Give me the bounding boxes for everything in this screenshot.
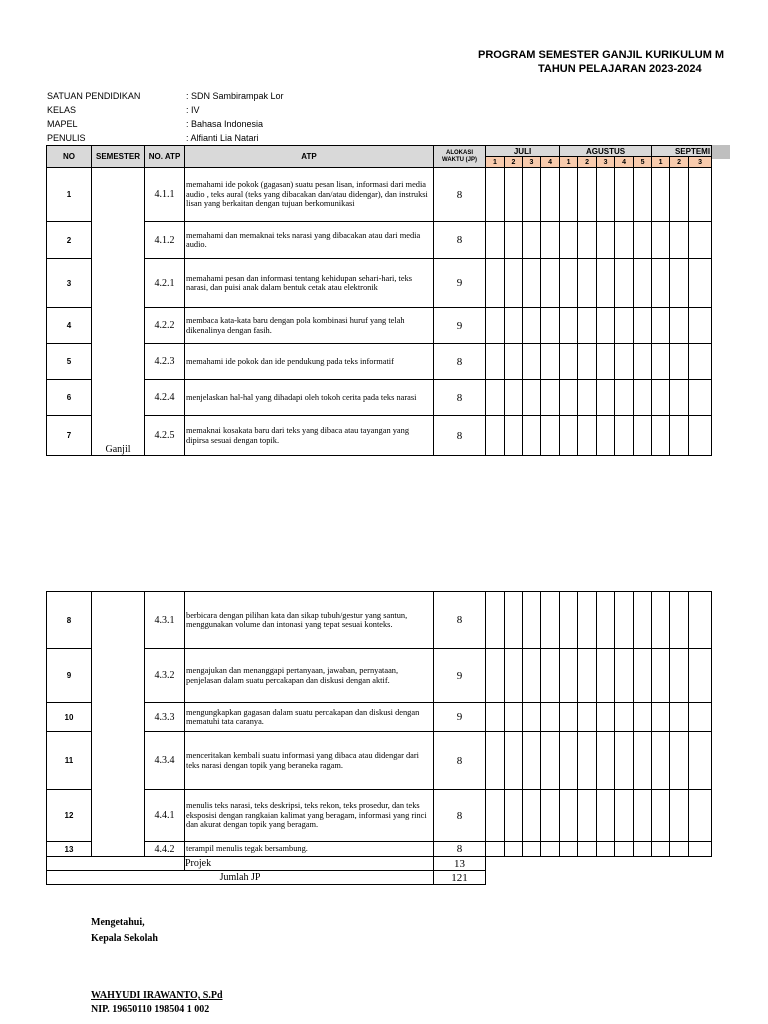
week-cell[interactable] [597, 380, 615, 416]
week-cell[interactable] [634, 842, 652, 857]
week-cell[interactable] [597, 168, 615, 222]
atp-description: memahami dan memaknai teks narasi yang dibacakan atau dari media audio. [185, 222, 434, 259]
week-cell[interactable] [560, 703, 578, 732]
week-cell[interactable] [689, 703, 712, 732]
table-row [47, 344, 712, 380]
week-cell[interactable] [541, 308, 560, 344]
week-cell[interactable] [578, 259, 597, 308]
week-cell[interactable] [523, 790, 541, 842]
row-number: 4 [47, 308, 92, 344]
projek-weeks [486, 857, 712, 871]
week-cell[interactable] [652, 649, 670, 703]
row-number: 11 [47, 732, 92, 790]
week-cell[interactable] [652, 416, 670, 456]
week-cell[interactable] [652, 842, 670, 857]
table1-body [47, 168, 712, 456]
table-row [47, 790, 712, 842]
week-cell[interactable] [615, 416, 634, 456]
week-cell[interactable] [597, 222, 615, 259]
atp-description: memahami pesan dan informasi tentang kehidupan sehari-hari, teks narasi, dan puisi anak dalam bentuk cetak atau elektronik [185, 259, 434, 308]
week-cell[interactable] [652, 732, 670, 790]
week-cell[interactable] [560, 592, 578, 649]
jp-allocation: 8 [434, 842, 486, 857]
week-cell[interactable] [652, 344, 670, 380]
row-number: 10 [47, 703, 92, 732]
week-cell[interactable] [578, 222, 597, 259]
week-cell[interactable] [505, 592, 523, 649]
jp-allocation: 9 [434, 259, 486, 308]
atp-number: 4.2.1 [145, 259, 185, 308]
jp-allocation: 8 [434, 416, 486, 456]
week-cell[interactable] [670, 842, 689, 857]
jp-allocation: 8 [434, 790, 486, 842]
header-overflow-fill [710, 145, 730, 159]
projek-row [47, 857, 712, 871]
week-cell[interactable] [652, 703, 670, 732]
week-cell[interactable] [689, 649, 712, 703]
meta-label-satuan: SATUAN PENDIDIKAN [47, 91, 141, 101]
week-cell[interactable] [670, 308, 689, 344]
week-cell[interactable] [560, 259, 578, 308]
week-cell[interactable] [541, 790, 560, 842]
week-cell[interactable] [634, 308, 652, 344]
week-cell[interactable] [634, 790, 652, 842]
week-cell[interactable] [652, 168, 670, 222]
week-cell[interactable] [505, 416, 523, 456]
week-cell[interactable] [486, 308, 505, 344]
jp-allocation: 8 [434, 168, 486, 222]
jp-allocation: 8 [434, 222, 486, 259]
week-cell: 2 [505, 157, 523, 168]
week-cell[interactable] [634, 703, 652, 732]
total-jp: 121 [434, 871, 486, 885]
alokasi-line2: WAKTU (JP) [442, 156, 477, 163]
row-number: 9 [47, 649, 92, 703]
week-cell[interactable] [652, 308, 670, 344]
jp-allocation: 8 [434, 380, 486, 416]
week-cell[interactable] [634, 649, 652, 703]
week-cell[interactable] [597, 703, 615, 732]
document-title: PROGRAM SEMESTER GANJIL KURIKULUM M [478, 49, 725, 61]
week-cell[interactable] [689, 732, 712, 790]
row-number: 7 [47, 416, 92, 456]
week-cell: 4 [615, 157, 634, 168]
week-cell[interactable] [578, 649, 597, 703]
week-cell[interactable] [541, 732, 560, 790]
atp-description: berbicara dengan pilihan kata dan sikap tubuh/gestur yang santun, menggunakan volume dan intonasi yang tepat sesuai konteks. [185, 592, 434, 649]
week-cell: 3 [689, 157, 712, 168]
atp-number: 4.4.2 [145, 842, 185, 857]
row-number: 13 [47, 842, 92, 857]
week-cell[interactable] [505, 308, 523, 344]
week-cell[interactable] [597, 732, 615, 790]
week-cell[interactable] [670, 259, 689, 308]
signature-acknowledged: Mengetahui, [91, 917, 145, 928]
row-number: 1 [47, 168, 92, 222]
week-cell[interactable] [615, 842, 634, 857]
week-cell[interactable] [689, 842, 712, 857]
meta-label-kelas: KELAS [47, 105, 77, 115]
week-cell[interactable] [560, 649, 578, 703]
projek-label: Projek [185, 857, 434, 871]
week-cell[interactable] [615, 168, 634, 222]
col-header-alokasi [434, 146, 486, 168]
week-cell[interactable] [505, 842, 523, 857]
week-cell[interactable] [486, 592, 505, 649]
semester-cell [92, 592, 145, 857]
meta-value-satuan: : SDN Sambirampak Lor [186, 91, 284, 101]
week-cell[interactable] [634, 222, 652, 259]
jp-allocation: 9 [434, 649, 486, 703]
week-cell[interactable] [523, 259, 541, 308]
week-cell[interactable] [670, 344, 689, 380]
week-cell[interactable] [486, 842, 505, 857]
week-cell[interactable] [652, 592, 670, 649]
week-cell[interactable] [505, 380, 523, 416]
week-cell[interactable] [670, 416, 689, 456]
week-cell[interactable] [505, 790, 523, 842]
meta-block [0, 91, 768, 147]
week-cell[interactable] [634, 732, 652, 790]
total-row [47, 871, 712, 885]
school-year: TAHUN PELAJARAN 2023-2024 [538, 63, 702, 75]
week-cell: 3 [523, 157, 541, 168]
week-cell[interactable] [486, 344, 505, 380]
atp-number: 4.4.1 [145, 790, 185, 842]
week-cell[interactable] [689, 416, 712, 456]
week-cell: 1 [486, 157, 505, 168]
atp-number: 4.2.5 [145, 416, 185, 456]
week-cell[interactable] [523, 592, 541, 649]
week-cell[interactable] [670, 732, 689, 790]
week-cell[interactable] [560, 380, 578, 416]
week-cell[interactable] [486, 380, 505, 416]
week-cell[interactable] [560, 842, 578, 857]
week-cell[interactable] [670, 790, 689, 842]
week-cell[interactable] [578, 842, 597, 857]
atp-description: membaca kata-kata baru dengan pola kombinasi huruf yang telah dikenalinya dengan fasih. [185, 308, 434, 344]
projek-blank [47, 857, 185, 871]
atp-description: mengajukan dan menanggapi pertanyaan, jawaban, pernyataan, penjelasan dalam suatu percakapan dan diskusi dengan aktif. [185, 649, 434, 703]
atp-number: 4.3.3 [145, 703, 185, 732]
week-cell[interactable] [560, 168, 578, 222]
week-cell[interactable] [560, 222, 578, 259]
week-cell[interactable] [523, 842, 541, 857]
week-cell: 1 [560, 157, 578, 168]
week-cell[interactable] [541, 259, 560, 308]
week-cell[interactable] [541, 592, 560, 649]
projek-jp: 13 [434, 857, 486, 871]
table-row [47, 168, 712, 222]
week-cell[interactable] [689, 222, 712, 259]
week-cell[interactable] [523, 416, 541, 456]
week-cell[interactable] [597, 344, 615, 380]
week-cell[interactable] [615, 732, 634, 790]
week-cell[interactable] [523, 380, 541, 416]
week-cell: 2 [670, 157, 689, 168]
table-row [47, 649, 712, 703]
week-cell[interactable] [578, 168, 597, 222]
table-row [47, 380, 712, 416]
week-cell[interactable] [634, 168, 652, 222]
semester-cell: Ganjil [92, 168, 145, 456]
table2-body [47, 592, 712, 885]
week-cell[interactable] [541, 649, 560, 703]
week-cell: 5 [634, 157, 652, 168]
week-cell[interactable] [615, 380, 634, 416]
month-header-juli: JULI [486, 146, 560, 157]
week-cell[interactable] [505, 649, 523, 703]
week-cell[interactable] [578, 380, 597, 416]
week-cell[interactable] [689, 168, 712, 222]
week-cell[interactable] [541, 222, 560, 259]
week-cell[interactable] [689, 380, 712, 416]
week-cell[interactable] [505, 168, 523, 222]
month-header-september: SEPTEMI [652, 146, 712, 157]
meta-value-penulis: : Alfianti Lia Natari [186, 133, 259, 143]
atp-description: terampil menulis tegak bersambung. [185, 842, 434, 857]
week-cell: 2 [578, 157, 597, 168]
week-cell[interactable] [670, 592, 689, 649]
week-cell[interactable] [615, 308, 634, 344]
week-cell[interactable] [634, 344, 652, 380]
week-cell[interactable] [578, 592, 597, 649]
week-cell: 4 [541, 157, 560, 168]
week-cell[interactable] [505, 259, 523, 308]
week-cell[interactable] [486, 222, 505, 259]
week-cell[interactable] [597, 790, 615, 842]
total-weeks [486, 871, 712, 885]
week-cell[interactable] [634, 259, 652, 308]
table-row [47, 416, 712, 456]
week-cell[interactable] [486, 790, 505, 842]
week-cell[interactable] [505, 703, 523, 732]
week-cell[interactable] [670, 380, 689, 416]
week-cell[interactable] [505, 222, 523, 259]
meta-label-penulis: PENULIS [47, 133, 86, 143]
week-cell[interactable] [505, 344, 523, 380]
week-cell[interactable] [523, 344, 541, 380]
signature-nip: NIP. 19650110 198504 1 002 [91, 1004, 210, 1015]
week-cell[interactable] [578, 790, 597, 842]
week-cell[interactable] [523, 168, 541, 222]
jp-allocation: 9 [434, 703, 486, 732]
table-row [47, 842, 712, 857]
week-cell[interactable] [541, 380, 560, 416]
week-cell[interactable] [597, 308, 615, 344]
week-cell: 1 [652, 157, 670, 168]
table-row [47, 732, 712, 790]
week-cell[interactable] [578, 344, 597, 380]
row-number: 5 [47, 344, 92, 380]
week-cell[interactable] [578, 308, 597, 344]
col-header-semester: SEMESTER [92, 146, 145, 168]
week-cell[interactable] [560, 732, 578, 790]
atp-description: mengungkapkan gagasan dalam suatu percakapan dan diskusi dengan mematuhi tata caranya. [185, 703, 434, 732]
program-table-part1 [46, 145, 712, 456]
week-cell[interactable] [634, 592, 652, 649]
week-cell[interactable] [597, 649, 615, 703]
week-cell[interactable] [615, 649, 634, 703]
week-cell[interactable] [523, 732, 541, 790]
month-header-agustus: AGUSTUS [560, 146, 652, 157]
atp-number: 4.1.2 [145, 222, 185, 259]
week-cell[interactable] [523, 222, 541, 259]
table-row [47, 592, 712, 649]
jp-allocation: 8 [434, 592, 486, 649]
week-cell[interactable] [615, 222, 634, 259]
week-cell[interactable] [486, 732, 505, 790]
week-cell[interactable] [541, 168, 560, 222]
program-table-part2 [46, 591, 712, 885]
week-cell[interactable] [486, 649, 505, 703]
week-cell[interactable] [615, 592, 634, 649]
week-cell[interactable] [541, 842, 560, 857]
week-cell[interactable] [560, 790, 578, 842]
week-cell[interactable] [523, 649, 541, 703]
table-row [47, 222, 712, 259]
meta-label-mapel: MAPEL [47, 119, 78, 129]
week-cell[interactable] [541, 703, 560, 732]
week-cell[interactable] [670, 222, 689, 259]
atp-number: 4.3.2 [145, 649, 185, 703]
col-header-atp: ATP [185, 146, 434, 168]
week-cell[interactable] [541, 416, 560, 456]
table-row [47, 308, 712, 344]
week-cell[interactable] [597, 842, 615, 857]
week-cell[interactable] [652, 222, 670, 259]
week-cell: 3 [597, 157, 615, 168]
week-cell[interactable] [689, 592, 712, 649]
total-label: Jumlah JP [47, 871, 434, 885]
week-cell[interactable] [689, 790, 712, 842]
atp-description: memahami ide pokok (gagasan) suatu pesan lisan, informasi dari media audio , teks aural (teks yang dibacakan dan/atau didengar), dan instruksi lisan yang berkaitan dengan tujuan berkomunikasi [185, 168, 434, 222]
week-cell[interactable] [578, 416, 597, 456]
row-number: 8 [47, 592, 92, 649]
week-cell[interactable] [560, 344, 578, 380]
week-cell[interactable] [652, 259, 670, 308]
atp-description: menceritakan kembali suatu informasi yang dibaca atau didengar dari teks narasi dengan topik yang beraneka ragam. [185, 732, 434, 790]
week-cell[interactable] [634, 416, 652, 456]
week-cell[interactable] [541, 344, 560, 380]
atp-number: 4.2.4 [145, 380, 185, 416]
week-cell[interactable] [597, 416, 615, 456]
jp-allocation: 9 [434, 308, 486, 344]
week-cell[interactable] [560, 308, 578, 344]
week-cell[interactable] [689, 308, 712, 344]
alokasi-line1: ALOKASI [446, 149, 473, 156]
meta-value-mapel: : Bahasa Indonesia [186, 119, 264, 129]
week-cell[interactable] [670, 703, 689, 732]
week-cell[interactable] [615, 259, 634, 308]
week-cell[interactable] [486, 259, 505, 308]
row-number: 3 [47, 259, 92, 308]
table-row [47, 259, 712, 308]
week-cell[interactable] [652, 380, 670, 416]
week-cell[interactable] [505, 732, 523, 790]
row-number: 12 [47, 790, 92, 842]
week-cell[interactable] [634, 380, 652, 416]
week-cell[interactable] [615, 790, 634, 842]
week-cell[interactable] [523, 308, 541, 344]
col-header-no-atp: NO. ATP [145, 146, 185, 168]
row-number: 6 [47, 380, 92, 416]
week-cell[interactable] [689, 259, 712, 308]
table-row [47, 703, 712, 732]
meta-value-kelas: : IV [186, 105, 200, 115]
week-cell[interactable] [560, 416, 578, 456]
signature-name: WAHYUDI IRAWANTO, S.Pd [91, 990, 223, 1001]
week-cell[interactable] [486, 416, 505, 456]
week-cell[interactable] [486, 703, 505, 732]
atp-description: memaknai kosakata baru dari teks yang dibaca atau tayangan yang dipirsa sesuai dengan topik. [185, 416, 434, 456]
row-number: 2 [47, 222, 92, 259]
week-cell[interactable] [689, 344, 712, 380]
week-cell[interactable] [578, 732, 597, 790]
atp-description: menulis teks narasi, teks deskripsi, teks rekon, teks prosedur, dan teks eksposisi dengan rangkaian kalimat yang beragam, informasi yang rinci dan akurat dengan topik yang beragam. [185, 790, 434, 842]
jp-allocation: 8 [434, 344, 486, 380]
week-cell[interactable] [523, 703, 541, 732]
atp-number: 4.1.1 [145, 168, 185, 222]
week-cell[interactable] [578, 703, 597, 732]
week-cell[interactable] [486, 168, 505, 222]
atp-number: 4.3.1 [145, 592, 185, 649]
week-cell[interactable] [670, 168, 689, 222]
jp-allocation: 8 [434, 732, 486, 790]
atp-description: menjelaskan hal-hal yang dihadapi oleh tokoh cerita pada teks narasi [185, 380, 434, 416]
week-cell[interactable] [597, 259, 615, 308]
week-cell[interactable] [615, 703, 634, 732]
week-cell[interactable] [652, 790, 670, 842]
atp-description: memahami ide pokok dan ide pendukung pada teks informatif [185, 344, 434, 380]
week-cell[interactable] [615, 344, 634, 380]
atp-number: 4.2.2 [145, 308, 185, 344]
signature-block [91, 917, 391, 1017]
atp-number: 4.3.4 [145, 732, 185, 790]
week-cell[interactable] [597, 592, 615, 649]
atp-number: 4.2.3 [145, 344, 185, 380]
col-header-no: NO [47, 146, 92, 168]
signature-role: Kepala Sekolah [91, 933, 158, 944]
week-cell[interactable] [670, 649, 689, 703]
